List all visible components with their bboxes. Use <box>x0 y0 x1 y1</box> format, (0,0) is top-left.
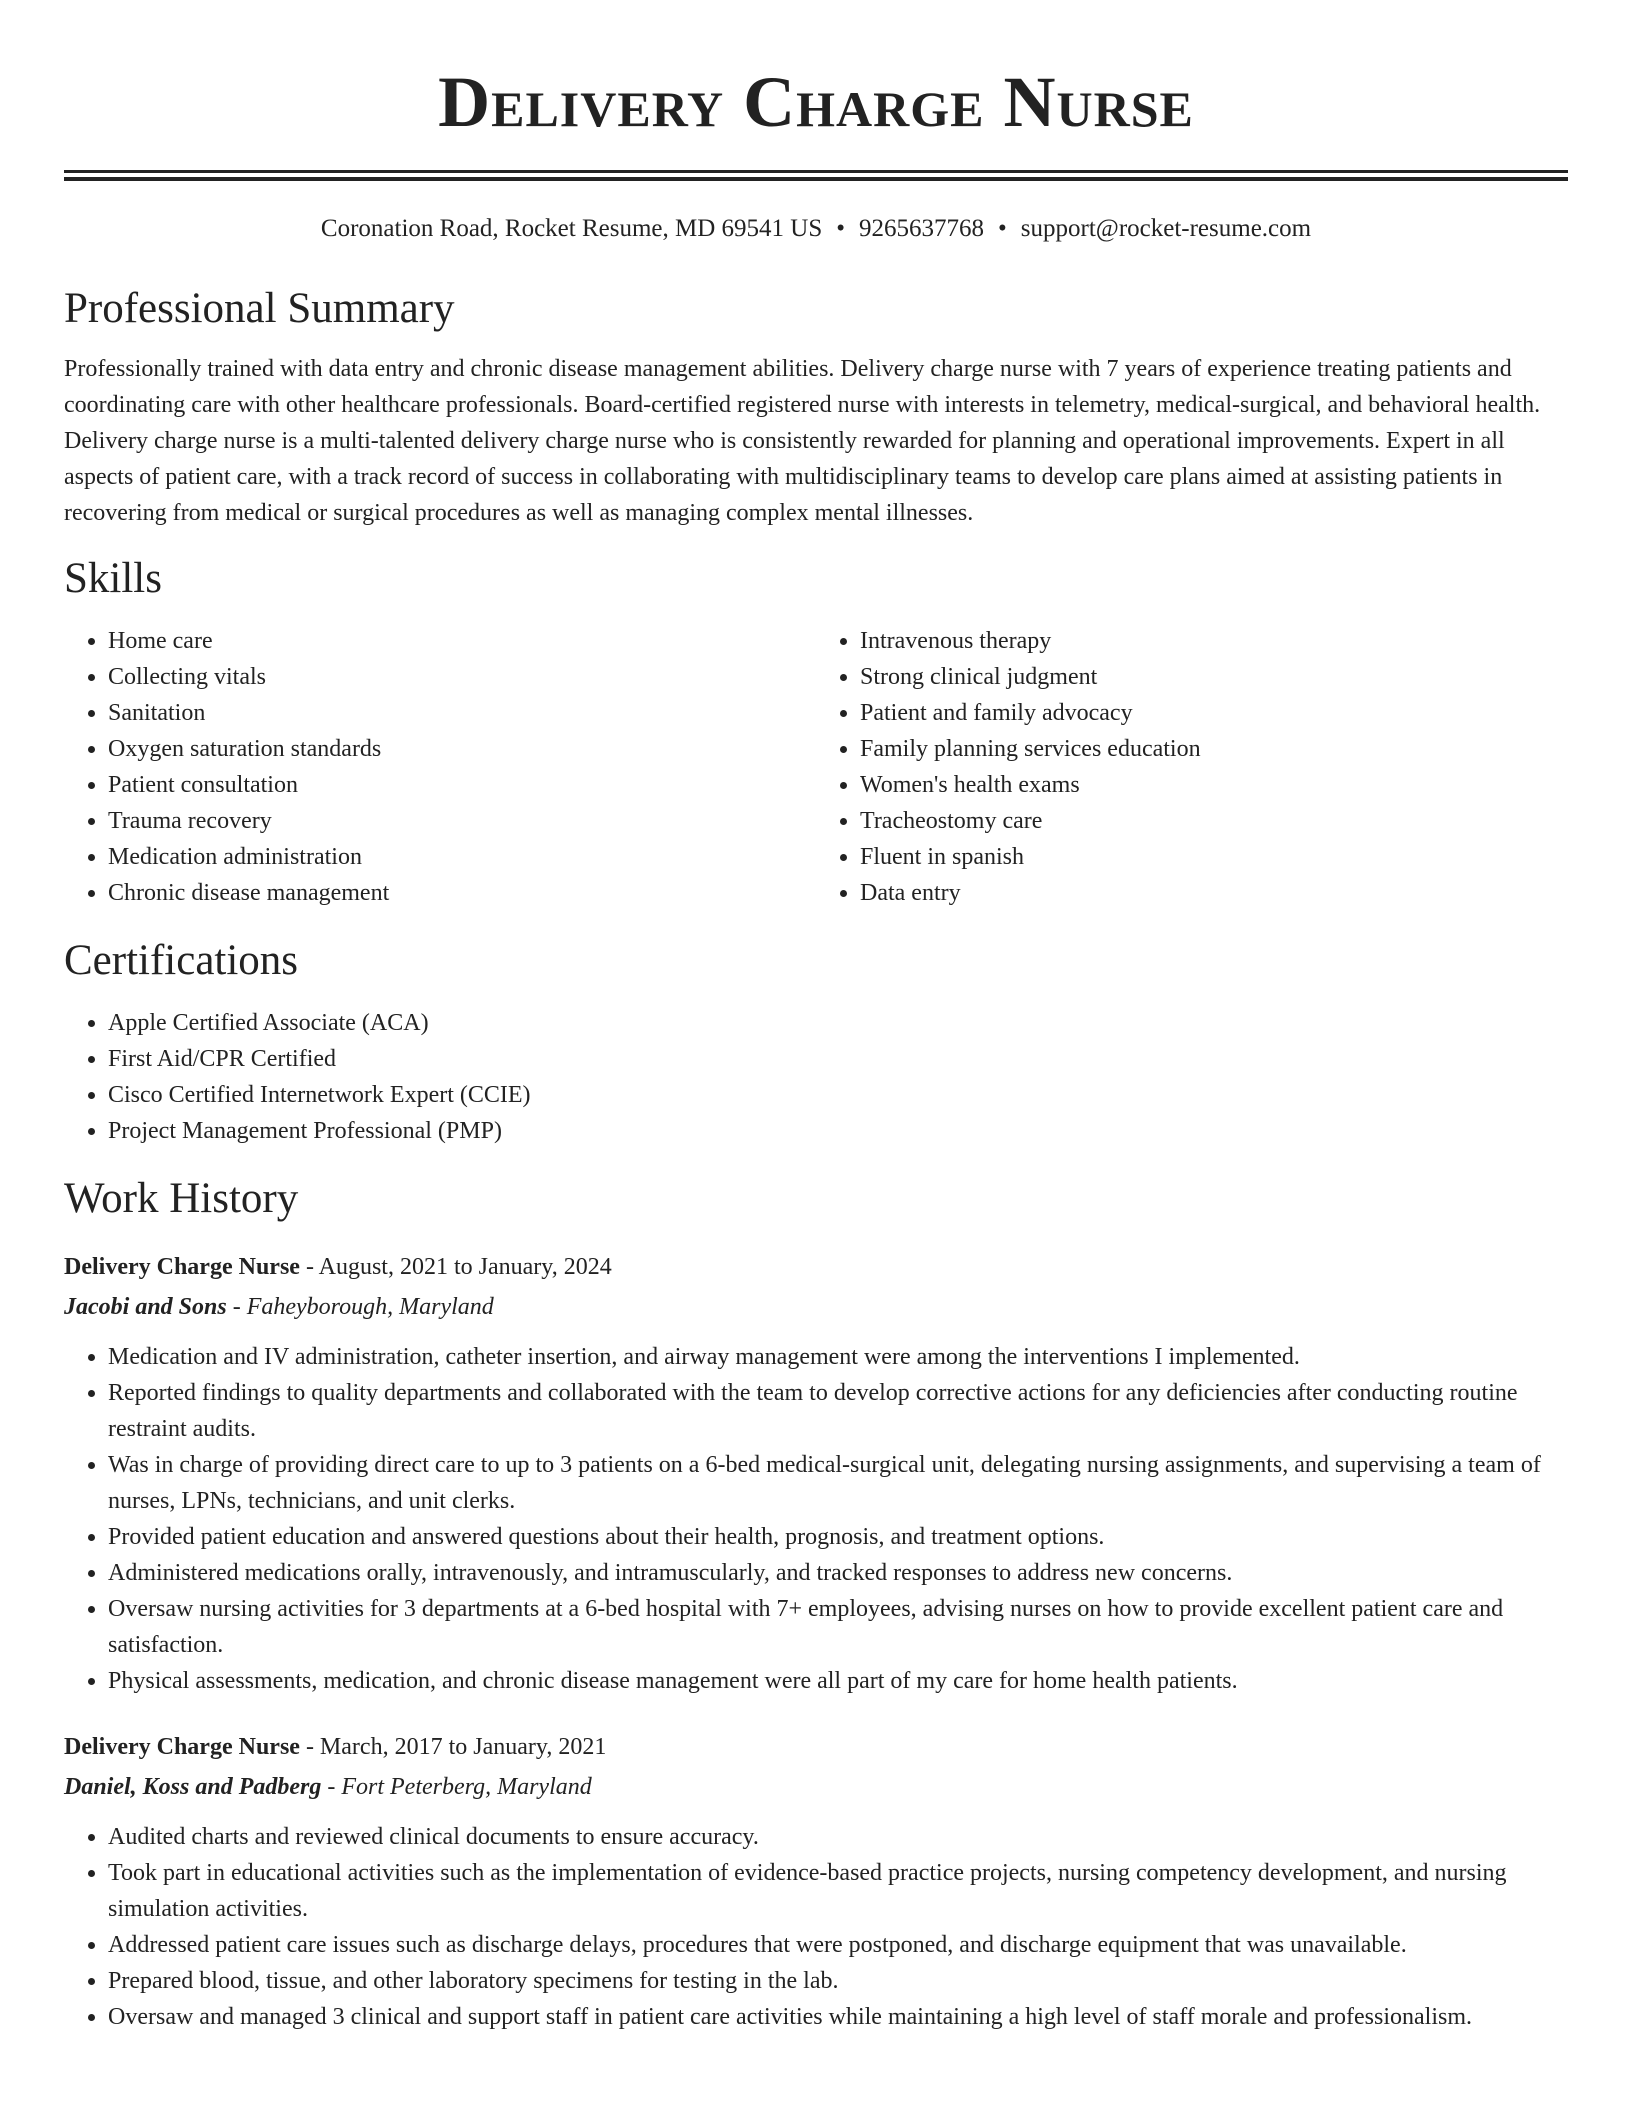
contact-separator: • <box>998 215 1007 242</box>
skill-item: • Tracheostomy care <box>860 803 1568 839</box>
job-bullet: • Was in charge of providing direct care to up to 3 patients on a 6-bed medical-surgical unit, delegating nursing assignments, and supervising a team of nurses, LPNs, technicians, and unit clerks. <box>108 1447 1568 1519</box>
job-entry <box>64 1247 1568 1699</box>
certification-item: • Project Management Professional (PMP) <box>108 1113 1568 1149</box>
job-bullet: • Physical assessments, medication, and chronic disease management were all part of my care for home health patients. <box>108 1663 1568 1699</box>
job-role: Delivery Charge Nurse <box>64 1254 300 1280</box>
skill-item: • Patient and family advocacy <box>860 695 1568 731</box>
certification-item: • First Aid/CPR Certified <box>108 1041 1568 1077</box>
job-bullet: • Addressed patient care issues such as discharge delays, procedures that were postponed, and discharge equipment that was unavailable. <box>108 1927 1568 1963</box>
skill-item: • Intravenous therapy <box>860 623 1568 659</box>
summary-text: Professionally trained with data entry and chronic disease management abilities. Delivery charge nurse with 7 years of experience treating patients and coordinating care with other healthcare professionals. Board-certified registered nurse with interests in telemetry, medical-surgical, and behavioral health. Delivery charge nurse is a multi-talented delivery charge nurse who is consistently rewarded for planning and operational improvements. Expert in all aspects of patient care, with a track record of success in collaborating with multidisciplinary teams to develop care plans aimed at assisting patients in recovering from medical or surgical procedures as well as managing complex mental illnesses. <box>64 356 1541 526</box>
skill-item: • Sanitation <box>108 695 816 731</box>
job-bullet: • Audited charts and reviewed clinical documents to ensure accuracy. <box>108 1819 1568 1855</box>
job-bullet: • Provided patient education and answered questions about their health, prognosis, and treatment options. <box>108 1519 1568 1555</box>
job-dates: - August, 2021 to January, 2024 <box>299 1254 612 1280</box>
certification-item: • Cisco Certified Internetwork Expert (CCIE) <box>108 1077 1568 1113</box>
job-header <box>64 1727 1568 1767</box>
skills-columns <box>64 623 1568 911</box>
job-location: - Fort Peterberg, Maryland <box>321 1774 592 1800</box>
job-bullet: • Prepared blood, tissue, and other laboratory specimens for testing in the lab. <box>108 1963 1568 1999</box>
contact-phone: 9265637768 <box>859 215 985 242</box>
certification-item: • Apple Certified Associate (ACA) <box>108 1005 1568 1041</box>
candidate-name: Delivery Charge Nurse <box>438 62 1194 142</box>
skill-item: • Collecting vitals <box>108 659 816 695</box>
section-title-certifications: Certifications <box>64 937 299 984</box>
certifications-list <box>64 1005 1568 1149</box>
skill-item: • Women's health exams <box>860 767 1568 803</box>
skill-item: • Home care <box>108 623 816 659</box>
job-entry <box>64 1727 1568 2035</box>
job-bullet: • Reported findings to quality departments and collaborated with the team to develop corrective actions for any deficiencies after conducting routine restraint audits. <box>108 1375 1568 1447</box>
section-title-skills: Skills <box>64 555 162 602</box>
job-employer <box>64 1287 1568 1327</box>
skill-item: • Oxygen saturation standards <box>108 731 816 767</box>
job-employer <box>64 1767 1568 1807</box>
skills-list-right <box>816 623 1568 911</box>
job-bullet: • Administered medications orally, intravenously, and intramuscularly, and tracked responses to address new concerns. <box>108 1555 1568 1591</box>
section-title-summary: Professional Summary <box>64 285 455 332</box>
skill-item: • Family planning services education <box>860 731 1568 767</box>
job-bullet: • Medication and IV administration, catheter insertion, and airway management were among the interventions I implemented. <box>108 1339 1568 1375</box>
skill-item: • Fluent in spanish <box>860 839 1568 875</box>
section-title-work-history: Work History <box>64 1175 299 1222</box>
job-company: Jacobi and Sons <box>64 1294 227 1320</box>
job-role: Delivery Charge Nurse <box>64 1734 300 1760</box>
job-bullet: • Oversaw nursing activities for 3 departments at a 6-bed hospital with 7+ employees, advising nurses on how to provide excellent patient care and satisfaction. <box>108 1591 1568 1663</box>
job-bullet: • Took part in educational activities such as the implementation of evidence-based practice projects, nursing competency development, and nursing simulation activities. <box>108 1855 1568 1927</box>
contact-line <box>64 213 1568 245</box>
job-location: - Faheyborough, Maryland <box>226 1294 494 1320</box>
header-rule-top <box>64 170 1568 173</box>
contact-email: support@rocket-resume.com <box>1020 215 1312 242</box>
job-company: Daniel, Koss and Padberg <box>64 1774 322 1800</box>
skill-item: • Medication administration <box>108 839 816 875</box>
job-bullets <box>64 1819 1568 2035</box>
skills-list-left <box>64 623 816 911</box>
contact-address: Coronation Road, Rocket Resume, MD 69541 US <box>320 215 823 242</box>
skill-item: • Chronic disease management <box>108 875 816 911</box>
contact-separator: • <box>836 215 846 242</box>
job-bullets <box>64 1339 1568 1699</box>
job-dates: - March, 2017 to January, 2021 <box>299 1734 607 1760</box>
job-bullet: • Oversaw and managed 3 clinical and support staff in patient care activities while maintaining a high level of staff morale and professionalism. <box>108 1999 1568 2035</box>
skill-item: • Strong clinical judgment <box>860 659 1568 695</box>
job-header <box>64 1247 1568 1287</box>
header-rule-bottom <box>64 177 1568 181</box>
skill-item: • Patient consultation <box>108 767 816 803</box>
skill-item: • Trauma recovery <box>108 803 816 839</box>
skill-item: • Data entry <box>860 875 1568 911</box>
